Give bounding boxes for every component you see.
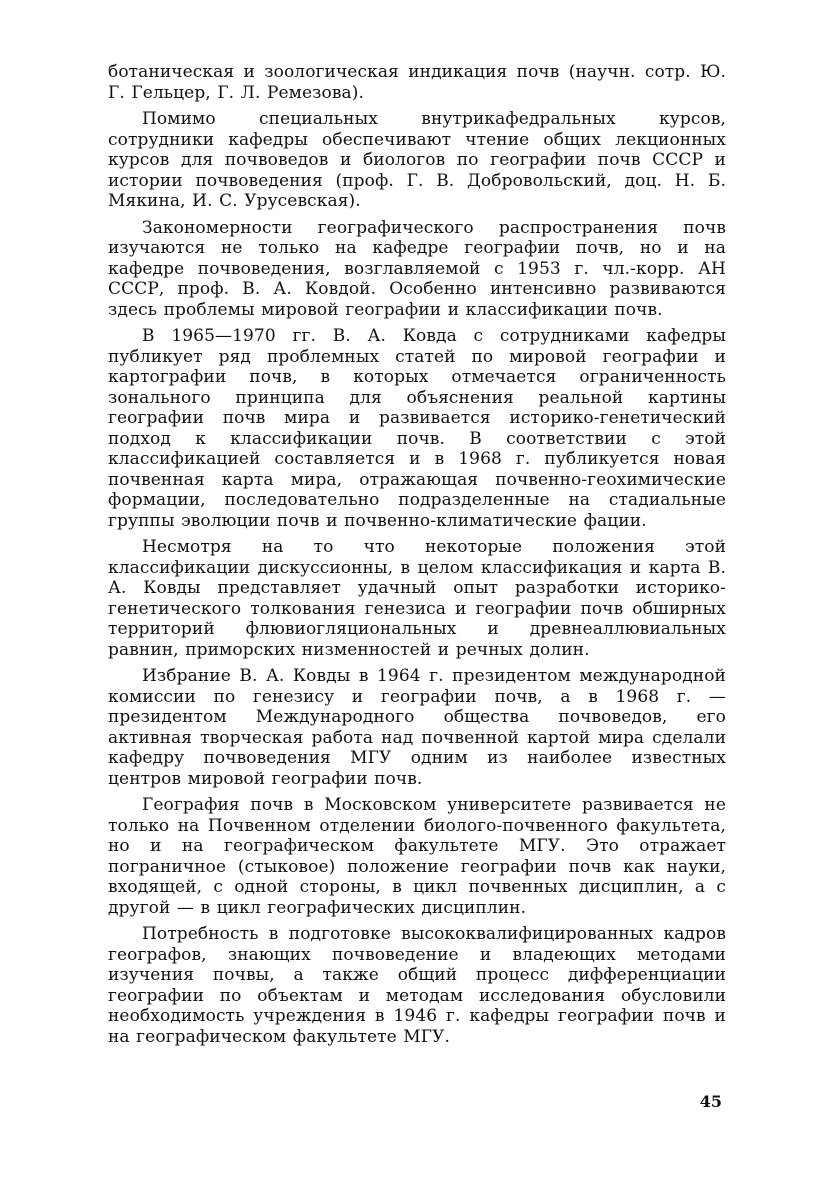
- paragraph-4: В 1965—1970 гг. В. А. Ковда с сотрудниками кафедры публикует ряд проблемных статей по мировой географии и картографии почв, в которых отмечается ограниченность зонального принципа для объяснения реальной картины географии почв мира и развивается историко-генетический подход к классификации почв. В соответствии с этой классификацией составляется и в 1968 г. публикуется новая почвенная карта мира, отражающая почвенно-геохимические формации, последовательно подразделенные на стадиальные группы эволюции почв и почвенно-климатические фации.: [108, 326, 726, 531]
- paragraph-5: Несмотря на то что некоторые положения этой классификации дискуссионны, в целом классификация и карта В. А. Ковды представляет удачный опыт разработки историко-генетического толкования генезиса и географии почв обширных территорий флювиогляциональных и древнеаллювиальных равнин, приморских низменностей и речных долин.: [108, 537, 726, 660]
- paragraph-7: География почв в Московском университете развивается не только на Почвенном отделении биолого-почвенного факультета, но и на географическом факультете МГУ. Это отражает пограничное (стыковое) положение географии почв как науки, входящей, с одной стороны, в цикл почвенных дисциплин, а с другой — в цикл географических дисциплин.: [108, 795, 726, 918]
- paragraph-6: Избрание В. А. Ковды в 1964 г. президентом международной комиссии по генезису и географии почв, а в 1968 г. — президентом Международного общества почвоведов, его активная творческая работа над почвенной картой мира сделали кафедру почвоведения МГУ одним из наиболее известных центров мировой географии почв.: [108, 666, 726, 789]
- paragraph-8: Потребность в подготовке высококвалифицированных кадров географов, знающих почвоведение и владеющих методами изучения почвы, а также общий процесс дифференциации географии по объектам и методам исследования обусловили необходимость учреждения в 1946 г. кафедры географии почв и на географическом факультете МГУ.: [108, 924, 726, 1047]
- paragraph-3: Закономерности географического распространения почв изучаются не только на кафедре географии почв, но и на кафедре почвоведения, возглавляемой с 1953 г. чл.-корр. АН СССР, проф. В. А. Ковдой. Особенно интенсивно развиваются здесь проблемы мировой географии и классификации почв.: [108, 217, 726, 320]
- page-number: 45: [699, 1092, 722, 1111]
- paragraph-2: Помимо специальных внутрикафедральных курсов, сотрудники кафедры обеспечивают чтение общих лекционных курсов для почвоведов и биологов по географии почв СССР и истории почвоведения (проф. Г. В. Добровольский, доц. Н. Б. Мякина, И. С. Урусевская).: [108, 109, 726, 211]
- paragraph-1-continued: ботаническая и зоологическая индикация почв (научн. сотр. Ю. Г. Гельцер, Г. Л. Ремезова).: [108, 62, 726, 103]
- page-body: [108, 62, 726, 1053]
